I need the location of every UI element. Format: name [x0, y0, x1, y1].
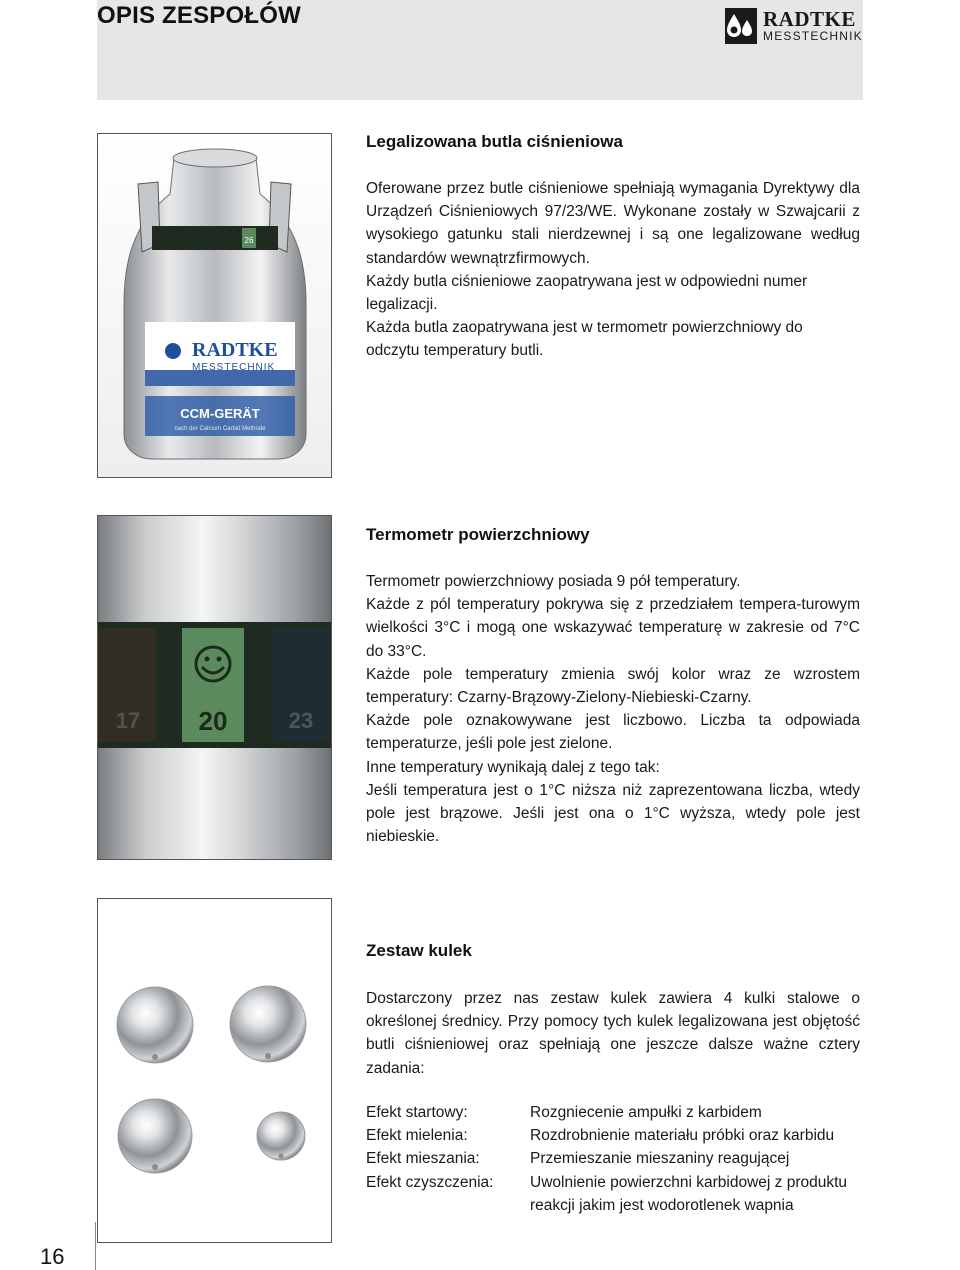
- section-text-termometr: [366, 570, 860, 848]
- logo-subtitle: MESSTECHNIK: [763, 29, 863, 43]
- bottle-logo-subtitle: MESSTECHNIK: [192, 362, 276, 373]
- bottle-logo-text: RADTKE: [192, 339, 278, 361]
- paragraph: Termometr powierzchniowy posiada 9 pół temperatury.: [366, 573, 741, 590]
- steel-balls-photo: [97, 898, 332, 1243]
- effect-row: [366, 1101, 860, 1124]
- bottle-band-number: 26: [244, 236, 254, 245]
- bottle-product-subtitle: nach der Calcium Carbid Methode: [174, 426, 266, 432]
- effect-row: [366, 1124, 860, 1147]
- section-text-butla: [366, 177, 860, 363]
- paragraph: Każdy butla ciśnieniowe zaopatrywana jest w odpowiedni numer legalizacji.: [366, 272, 808, 314]
- effect-label: Efekt mieszania:: [366, 1150, 480, 1168]
- page-title: OPIS ZESPOŁÓW: [97, 2, 301, 29]
- thermometer-right-number: 23: [288, 708, 314, 733]
- thermometer-left-number: 17: [115, 708, 141, 733]
- logo-wordmark: RADTKE: [763, 7, 856, 31]
- effect-row: [366, 1171, 860, 1217]
- paragraph: Każde pole temperatury zmienia swój kolor wraz ze wzrostem temperatury: Czarny-Brązowy-Zielony-Niebieski-Czarny.: [366, 665, 860, 707]
- paragraph: Każda butla zaopatrywana jest w termometr powierzchniowy do odczytu temperatury butli.: [366, 319, 803, 360]
- paragraph: Inne temperatury wynikają dalej z tego tak:: [366, 758, 660, 776]
- radtke-logo-mark-icon: [725, 8, 757, 44]
- effect-row: [366, 1147, 860, 1170]
- section-title-termometr: Termometr powierzchniowy: [366, 525, 590, 544]
- thermometer-field-number: 20: [198, 706, 228, 736]
- effects-list: [366, 1101, 860, 1217]
- section-text-kulki: [366, 987, 860, 1080]
- pressure-bottle-photo: [97, 133, 332, 478]
- paragraph: Każde z pól temperatury pokrywa się z przedziałem tempera-turowym wielkości 3°C i mogą one wskazywać temperaturę w zakresie od 7°C do 33°C.: [366, 596, 860, 660]
- section-title-kulki: Zestaw kulek: [366, 941, 472, 960]
- effect-label: Efekt startowy:: [366, 1104, 468, 1121]
- effect-description: Uwolnienie powierzchni karbidowej z produktu reakcji jakim jest wodorotlenek wapnia: [530, 1173, 848, 1214]
- header-band: [97, 0, 863, 100]
- effect-label: Efekt czyszczenia:: [366, 1173, 494, 1191]
- paragraph: Dostarczony przez nas zestaw kulek zawiera 4 kulki stalowe o określonej średnicy. Przy pomocy tych kulek legalizowana jest objętość butli ciśnieniowej oraz spełniają one jeszcze dalsze ważne cztery zadania:: [366, 990, 860, 1077]
- effect-label: Efekt mielenia:: [366, 1127, 468, 1145]
- steel-ball: [257, 1112, 305, 1160]
- steel-ball: [117, 987, 193, 1063]
- paragraph: Oferowane przez butle ciśnieniowe spełniają wymagania Dyrektywy dla Urządzeń Ciśnieniowych 97/23/WE. Wykonane zostały w Szwajcarii z wysokiego gatunku stali nierdzewnej i są one legalizowane według standardów wewnątrzfirmowych.: [366, 180, 860, 267]
- steel-ball: [230, 986, 306, 1062]
- page-number: 16: [40, 1244, 65, 1269]
- page-rule: [95, 1222, 96, 1270]
- section-title-butla: Legalizowana butla ciśnieniowa: [366, 132, 623, 151]
- thermometer-photo: [97, 515, 332, 860]
- steel-ball: [118, 1099, 192, 1173]
- effect-description: Rozgniecenie ampułki z karbidem: [530, 1104, 762, 1121]
- effect-description: Rozdrobnienie materiału próbki oraz karbidu: [530, 1127, 835, 1145]
- effect-description: Przemieszanie mieszaniny reagującej: [530, 1150, 790, 1168]
- bottle-product-name: CCM-GERÄT: [180, 406, 260, 421]
- radtke-logo: [725, 8, 863, 44]
- paragraph: Każde pole oznakowywane jest liczbowo. Liczba ta odpowiada temperaturze, jeśli pole jest zielone.: [366, 712, 860, 753]
- paragraph: Jeśli temperatura jest o 1°C niższa niż zaprezentowana liczba, wtedy pole jest brązowe. Jeśli jest ona o 1°C wyższa, wtedy pole jest niebieskie.: [366, 781, 860, 846]
